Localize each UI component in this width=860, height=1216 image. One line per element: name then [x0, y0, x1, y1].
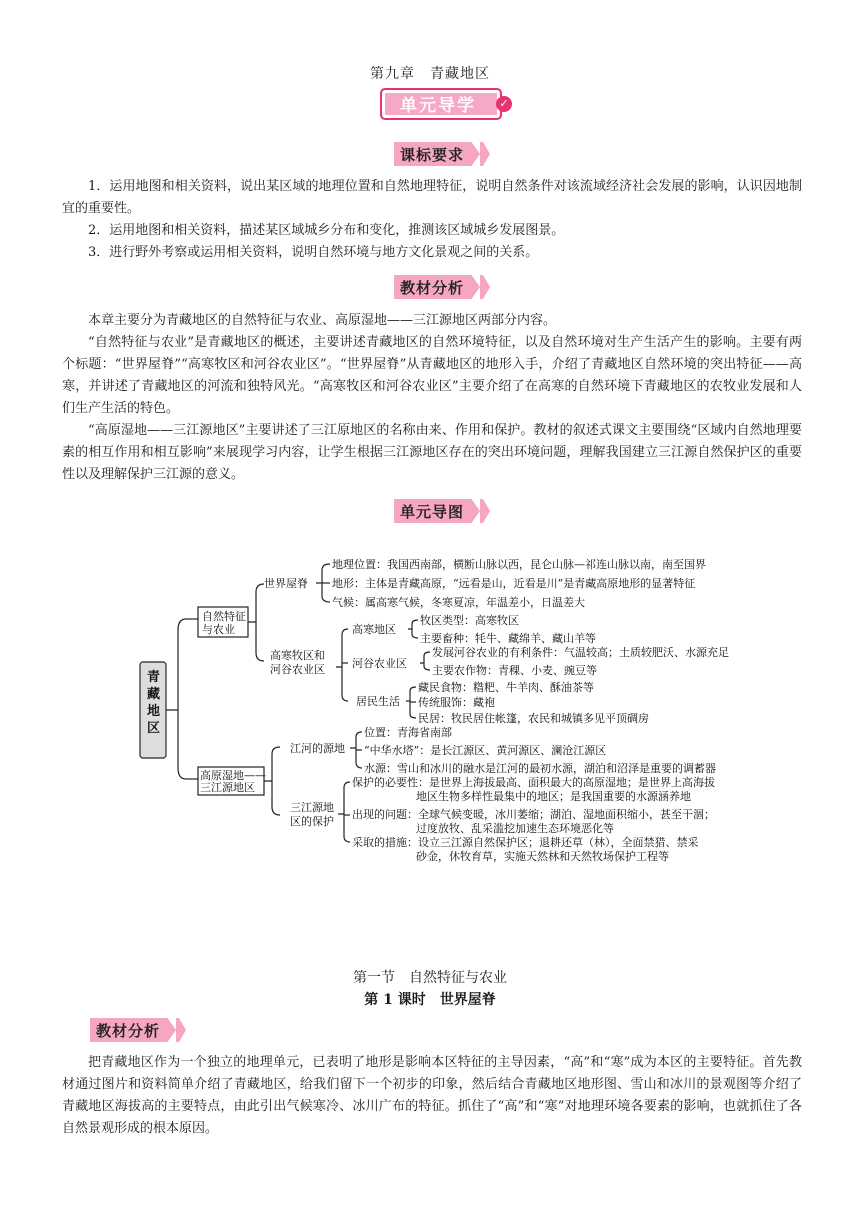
protect-label: 区的保护 [290, 815, 334, 828]
life-label: 居民生活 [356, 695, 400, 708]
life-item: 民居：牧民居住帐篷，农民和城镇多见平顶碉房 [418, 712, 649, 725]
chapter-title: 第九章 青藏地区 [370, 66, 490, 82]
protect-label: 三江源地 [290, 801, 334, 814]
root-char: 区 [147, 721, 161, 736]
roof-item: 地理位置：我国西南部，横断山脉以西，昆仑山脉—祁连山脉以南，南至国界 [332, 558, 706, 571]
protect-item: 出现的问题：全球气候变暖，冰川萎缩；湖泊、湿地面积缩小，甚至干涸； [352, 808, 715, 821]
unit-guide-banner [380, 88, 512, 122]
lesson-analysis [62, 1052, 802, 1140]
lesson-para: 把青藏地区作为一个独立的地理单元，已表明了地形是影响本区特征的主导因素，“高”和“寒”成为本区的主要特征。首先教材通过图片和资料简单介绍了青藏地区，给我们留下一个初步的印象，然后结合青藏地区地形图、雪山和冰川的景观图等介绍了青藏地区海拔高的主要特点，由此引出气候寒冷、冰川广布的特征。抓住了“高”和“寒”对地理环境各要素的影响，也就抓住了各自然景观形成的根本原因。 [62, 1055, 802, 1136]
valley-item: 主要农作物：青稞、小麦、豌豆等 [432, 664, 597, 677]
source-label: 江河的源地 [290, 742, 345, 755]
analysis-para: “高原湿地——三江源地区”主要讲述了三江原地区的名称由来、作用和保护。教材的叙述式课文主要围绕“区域内自然地理要素的相互作用和相互影响”来展现学习内容，让学生根据三江源地区存在的突出环境问题，理解我国建立三江源自然保护区的重要性以及理解保护三江源的意义。 [62, 423, 802, 482]
protect-item: 过度放牧、乱采滥挖加速生态环境恶化等 [416, 822, 614, 835]
source-item: 位置：青海省南部 [364, 726, 452, 739]
banner-label: 单元导学 [400, 96, 476, 116]
pasture-label: 高寒地区 [352, 623, 396, 636]
protect-item: 地区生物多样性最集中的地区；是我国重要的水源涵养地 [416, 790, 691, 803]
b2-label: 三江源地区 [200, 781, 255, 794]
analysis-para: 本章主要分为青藏地区的自然特征与农业、高原湿地——三江源地区两部分内容。 [88, 313, 557, 328]
b1-label: 与农业 [202, 623, 235, 636]
root-char: 地 [147, 704, 161, 719]
section-title: 第一节 自然特征与农业 [353, 970, 507, 986]
roof-label: 世界屋脊 [264, 577, 308, 590]
b2-label: 高原湿地—— [200, 769, 266, 782]
unit-mind-map [0, 540, 860, 880]
analysis-text [62, 310, 802, 486]
root-char: 青 [147, 670, 161, 685]
life-item: 藏民食物：糌粑、牛羊肉、酥油茶等 [418, 681, 594, 694]
lesson-title: 第 1 课时 世界屋脊 [364, 992, 496, 1008]
root-char: 藏 [147, 687, 161, 702]
b1-label: 自然特征 [202, 610, 246, 623]
agri-label: 河谷农业区 [270, 663, 325, 676]
protect-item: 保护的必要性：是世界上海拔最高、面积最大的高原湿地；是世界上高海拔 [352, 776, 715, 789]
curriculum-item: 2．运用地图和相关资料，描述某区域城乡分布和变化，推测该区域城乡发展图景。 [88, 223, 565, 238]
pasture-item: 牧区类型：高寒牧区 [420, 614, 519, 627]
protect-item: 砂金，休牧育草，实施天然林和天然牧场保护工程等 [416, 850, 669, 863]
agri-label: 高寒牧区和 [270, 649, 325, 662]
protect-item: 采取的措施：设立三江源自然保护区；退耕还草（林），全面禁猎、禁采 [352, 836, 699, 849]
life-item: 传统服饰：藏袍 [418, 696, 495, 709]
curriculum-item: 1．运用地图和相关资料，说出某区域的地理位置和自然地理特征，说明自然条件对该流域经济社会发展的影响，认识因地制宜的重要性。 [62, 179, 802, 216]
pasture-item: 主要畜种：牦牛、藏绵羊、藏山羊等 [420, 632, 596, 645]
valley-label: 河谷农业区 [352, 657, 407, 670]
check-icon: ✓ [496, 96, 512, 112]
roof-item: 地形：主体是青藏高原，“远看是山，近看是川”是青藏高原地形的显著特征 [332, 577, 696, 590]
source-item: “中华水塔”：是长江源区、黄河源区、澜沧江源区 [364, 744, 607, 757]
valley-item: 发展河谷农业的有利条件：气温较高；土质较肥沃、水源充足 [432, 646, 729, 659]
curriculum-list [62, 176, 802, 264]
source-item: 水源：雪山和冰川的融水是江河的最初水源，湖泊和沼泽是重要的调蓄器 [364, 762, 716, 775]
roof-item: 气候：属高寒气候，冬寒夏凉，年温差小，日温差大 [332, 596, 585, 609]
curriculum-item: 3．进行野外考察或运用相关资料，说明自然环境与地方文化景观之间的关系。 [88, 245, 539, 260]
analysis-para: “自然特征与农业”是青藏地区的概述，主要讲述青藏地区的自然环境特征，以及自然环境对生产生活产生的影响。主要有两个标题：“世界屋脊”“高寒牧区和河谷农业区”。“世界屋脊”从青藏地区的地形入手，介绍了青藏地区自然环境的突出特征——高寒，并讲述了青藏地区的河流和独特风光。“高寒牧区和河谷农业区”主要介绍了在高寒的自然环境下青藏地区的农牧业发展和人们生产生活的特色。 [62, 335, 802, 416]
